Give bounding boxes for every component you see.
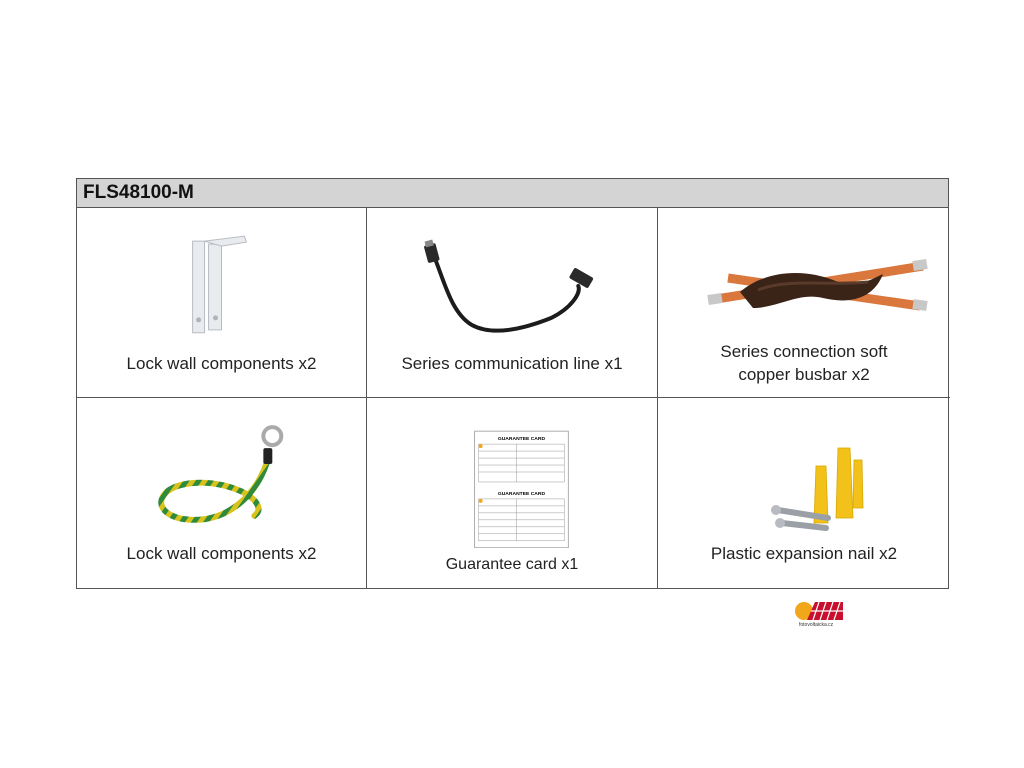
package-contents-table [76, 178, 949, 589]
item-caption-multiline [658, 340, 950, 386]
item-cell-lock-wall-2 [77, 398, 367, 588]
table-header [76, 178, 949, 208]
ground-cable-image [77, 398, 366, 538]
card-heading-2: GUARANTEE CARD [497, 490, 546, 497]
card-heading-1: GUARANTEE CARD [497, 436, 546, 443]
comm-cable-image [367, 208, 657, 348]
caption-line-2: copper busbar x2 [738, 365, 870, 384]
copper-busbar-image [658, 208, 950, 348]
item-caption: Plastic expansion nail x2 [710, 544, 898, 563]
item-caption: Series communication line x1 [401, 354, 623, 373]
expansion-nail-image [658, 398, 950, 538]
wall-bracket-image [77, 208, 366, 348]
item-cell-busbar [658, 208, 950, 398]
logo-text: fotovoltaicka.cz [799, 622, 834, 628]
solar-logo-icon [793, 600, 845, 622]
item-cell-lock-wall-1 [77, 208, 367, 398]
item-caption: Lock wall components x2 [126, 354, 317, 373]
solar-logo [793, 600, 845, 632]
item-cell-expansion-nail [658, 398, 950, 588]
guarantee-card-image [367, 398, 657, 538]
item-cell-comm-line [367, 208, 658, 398]
item-caption: Guarantee card x1 [445, 556, 579, 573]
items-grid [76, 208, 949, 589]
caption-line-1: Series connection soft [720, 342, 888, 361]
item-caption: Lock wall components x2 [126, 544, 317, 563]
item-cell-guarantee [367, 398, 658, 588]
model-title: FLS48100-M [83, 182, 194, 203]
